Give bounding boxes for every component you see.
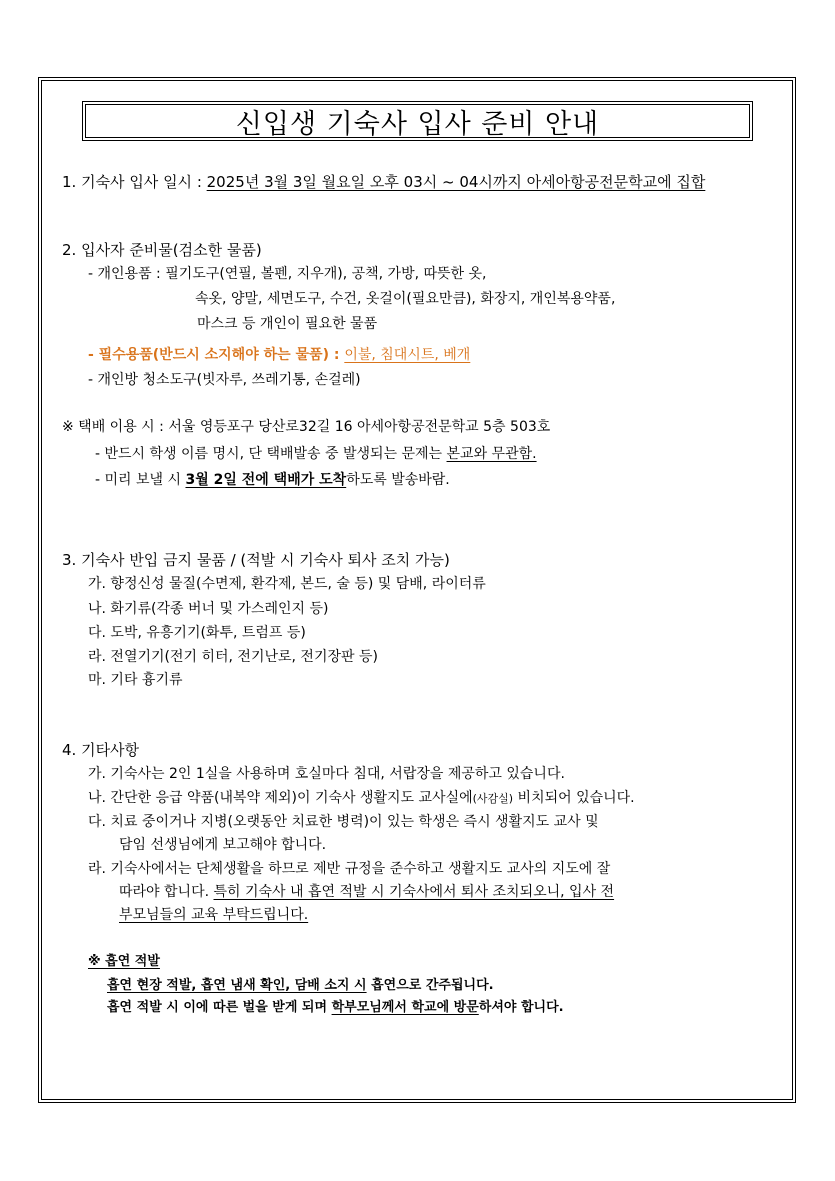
- other-item-ra-text-a: 따라야 합니다.: [119, 884, 214, 900]
- smoking-line-1: [107, 977, 494, 995]
- delivery-note-2-text-a: - 미리 보낼 시: [95, 472, 186, 488]
- title-box: [85, 104, 750, 138]
- section-1-check-in-time: [62, 173, 705, 191]
- prohibited-item-ga: 가. 향정신성 물질(수면제, 환각제, 본드, 술 등) 및 담배, 라이터류: [88, 576, 486, 592]
- smoking-line-2: [107, 999, 564, 1017]
- other-item-na-small: (사감실): [472, 792, 514, 805]
- smoking-line-1-text: 흡연으로 간주됩니다.: [366, 978, 494, 993]
- personal-items-line-2: 속옷, 양말, 세면도구, 수건, 옷걸이(필요만큼), 화장지, 개인복용약품,: [195, 291, 616, 307]
- required-items-label: - 필수용품(반드시 소지해야 하는 물품) :: [88, 347, 345, 363]
- other-item-na: [88, 789, 635, 808]
- delivery-note-1-text: - 반드시 학생 이름 명시, 단 택배발송 중 발생되는 문제는: [95, 446, 447, 462]
- delivery-note-2-emphasis: 3월 2일 전에 택배가 도착: [185, 472, 347, 488]
- other-item-da-line-1: 다. 치료 중이거나 지병(오랫동안 치료한 병력)이 있는 학생은 즉시 생활지도 교사 및: [88, 814, 599, 830]
- other-item-na-text-a: 나. 간단한 응급 약품(내복약 제외)이 기숙사 생활지도 교사실에: [88, 790, 473, 806]
- check-in-value: 2025년 3월 3일 월요일 오후 03시 ~ 04시까지 아세아항공전문학교에 집합: [206, 173, 706, 191]
- delivery-note-1-emphasis: 본교와 무관함.: [446, 446, 537, 462]
- page-title: 신입생 기숙사 입사 준비 안내: [235, 108, 600, 140]
- other-item-ra-line-3: 부모님들의 교육 부탁드립니다.: [119, 907, 309, 923]
- section-4-heading: 4. 기타사항: [62, 741, 140, 759]
- smoking-line-2-text-c: 하셔야 합니다.: [478, 1000, 564, 1015]
- section-2-heading: 2. 입사자 준비물(검소한 물품): [62, 241, 262, 259]
- cleaning-tools-line: - 개인방 청소도구(빗자루, 쓰레기통, 손걸레): [88, 372, 361, 388]
- smoking-line-1-emphasis: 흡연 현장 적발, 흡연 냄새 확인, 담배 소지 시: [107, 978, 367, 993]
- smoking-heading: ※ 흡연 적발: [88, 954, 160, 969]
- smoking-line-2-text-a: 흡연 적발 시 이에 따른 벌을 받게 되며: [107, 1000, 332, 1015]
- other-item-ra-emphasis: 특히 기숙사 내 흡연 적발 시 기숙사에서 퇴사 조치되오니, 입사 전: [213, 884, 615, 900]
- personal-items-text-1: 필기도구(연필, 볼펜, 지우개), 공책, 가방, 따뜻한 옷,: [165, 266, 487, 282]
- other-item-ra-line-1: 라. 기숙사에서는 단체생활을 하므로 제반 규정을 준수하고 생활지도 교사의 지도에 잘: [88, 861, 611, 877]
- prohibited-item-da: 다. 도박, 유흥기기(화투, 트럼프 등): [88, 625, 306, 641]
- other-item-na-text-b: 비치되어 있습니다.: [513, 790, 635, 806]
- prohibited-item-ma: 마. 기타 흉기류: [88, 672, 183, 688]
- delivery-note-2-text-c: 하도록 발송바람.: [346, 472, 450, 488]
- check-in-label: 1. 기숙사 입사 일시 :: [62, 173, 207, 191]
- smoking-line-2-emphasis: 학부모님께서 학교에 방문: [331, 1000, 479, 1015]
- required-items-line: [88, 346, 470, 364]
- section-3-heading: 3. 기숙사 반입 금지 물품 / (적발 시 기숙사 퇴사 조치 가능): [62, 551, 450, 569]
- other-item-ga: 가. 기숙사는 2인 1실을 사용하며 호실마다 침대, 서랍장을 제공하고 있습니다.: [88, 766, 565, 782]
- personal-items-label: - 개인용품 :: [88, 266, 166, 282]
- prohibited-item-na: 나. 화기류(각종 버너 및 가스레인지 등): [88, 601, 329, 617]
- prohibited-item-ra: 라. 전열기기(전기 히터, 전기난로, 전기장판 등): [88, 649, 378, 665]
- other-item-ra-line-2: [119, 883, 614, 901]
- delivery-note-1: [95, 445, 537, 463]
- delivery-note-2: [95, 471, 450, 489]
- other-item-da-line-2: 담임 선생님에게 보고해야 합니다.: [119, 837, 327, 853]
- personal-items-line-3: 마스크 등 개인이 필요한 물품: [197, 316, 378, 332]
- personal-items-line-1: [88, 265, 487, 283]
- required-items-value: 이불, 침대시트, 베개: [344, 347, 471, 363]
- delivery-address-line: ※ 택배 이용 시 : 서울 영등포구 당산로32길 16 아세아항공전문학교 5층 503호: [62, 419, 551, 435]
